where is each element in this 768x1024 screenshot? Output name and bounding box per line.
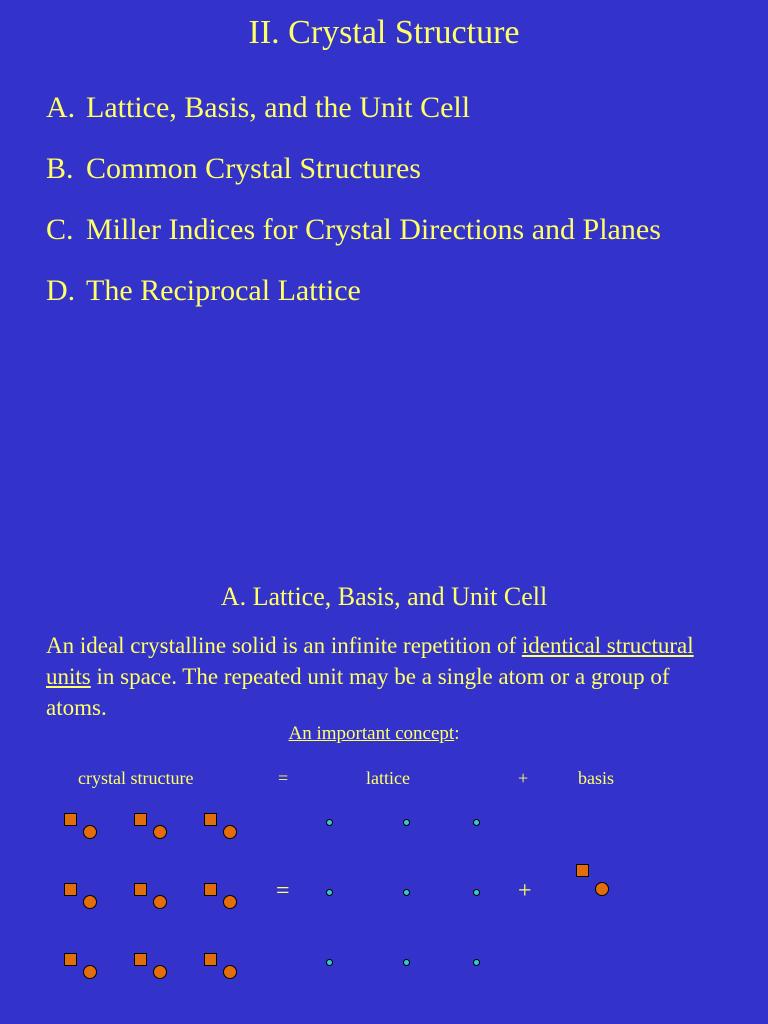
basis-circle-atom <box>223 965 237 979</box>
basis-circle-atom <box>83 965 97 979</box>
label-plus: + <box>518 768 529 788</box>
outline-item-b <box>46 149 746 189</box>
lattice-point <box>326 819 333 826</box>
outline-text: The Reciprocal Lattice <box>86 274 361 307</box>
lattice-point <box>403 889 410 896</box>
basis-circle-atom <box>153 965 167 979</box>
concept-heading <box>0 722 748 746</box>
basis-square-atom <box>204 883 217 896</box>
diagram-plus-sign: + <box>518 878 532 904</box>
basis-square-atom <box>134 953 147 966</box>
slide-2 <box>0 512 768 1024</box>
basis-circle-atom <box>153 825 167 839</box>
label-lattice: lattice <box>366 768 410 788</box>
outline-text: Miller Indices for Crystal Directions and Planes <box>86 213 661 246</box>
label-equals: = <box>278 768 289 788</box>
para-text-2: in space. The repeated unit may be a single atom or a group of atoms. <box>46 664 670 720</box>
para-underlined-term: identical structural units <box>46 633 694 689</box>
label-basis: basis <box>578 768 614 788</box>
basis-circle-atom <box>223 895 237 909</box>
basis-circle-atom <box>83 825 97 839</box>
label-crystal-structure: crystal structure <box>78 768 194 788</box>
outline-letter: A. <box>46 91 76 124</box>
lattice-point <box>326 959 333 966</box>
outline-letter: C. <box>46 213 74 246</box>
outline-text: Lattice, Basis, and the Unit Cell <box>86 91 471 124</box>
basis-circle-atom <box>595 882 609 896</box>
basis-circle-atom <box>223 825 237 839</box>
lattice-point <box>473 819 480 826</box>
para-text-1: An ideal crystalline solid is an infinite repetition of <box>46 633 522 658</box>
outline-item-c <box>46 210 746 250</box>
basis-circle-atom <box>83 895 97 909</box>
lattice-point <box>473 889 480 896</box>
lattice-point <box>403 819 410 826</box>
outline-item-d <box>46 271 746 311</box>
basis-square-atom <box>64 813 77 826</box>
slide-title: II. Crystal Structure <box>248 14 520 51</box>
lattice-point <box>473 959 480 966</box>
outline-item-a <box>46 88 746 128</box>
basis-square-atom <box>64 953 77 966</box>
basis-square-atom <box>576 864 589 877</box>
basis-square-atom <box>134 883 147 896</box>
basis-circle-atom <box>153 895 167 909</box>
basis-square-atom <box>204 813 217 826</box>
basis-square-atom <box>134 813 147 826</box>
outline-letter: B. <box>46 152 74 185</box>
diagram-equals-sign: = <box>276 878 290 904</box>
basis-square-atom <box>64 883 77 896</box>
basis-square-atom <box>204 953 217 966</box>
outline-letter: D. <box>46 274 76 307</box>
lattice-point <box>326 889 333 896</box>
definition-paragraph <box>46 630 736 723</box>
concept-suffix: : <box>454 723 460 744</box>
lattice-point <box>403 959 410 966</box>
section-title: A. Lattice, Basis, and Unit Cell <box>220 582 548 611</box>
outline-list <box>46 88 746 332</box>
concept-underlined: An important concept <box>288 723 455 744</box>
outline-text: Common Crystal Structures <box>86 152 421 185</box>
